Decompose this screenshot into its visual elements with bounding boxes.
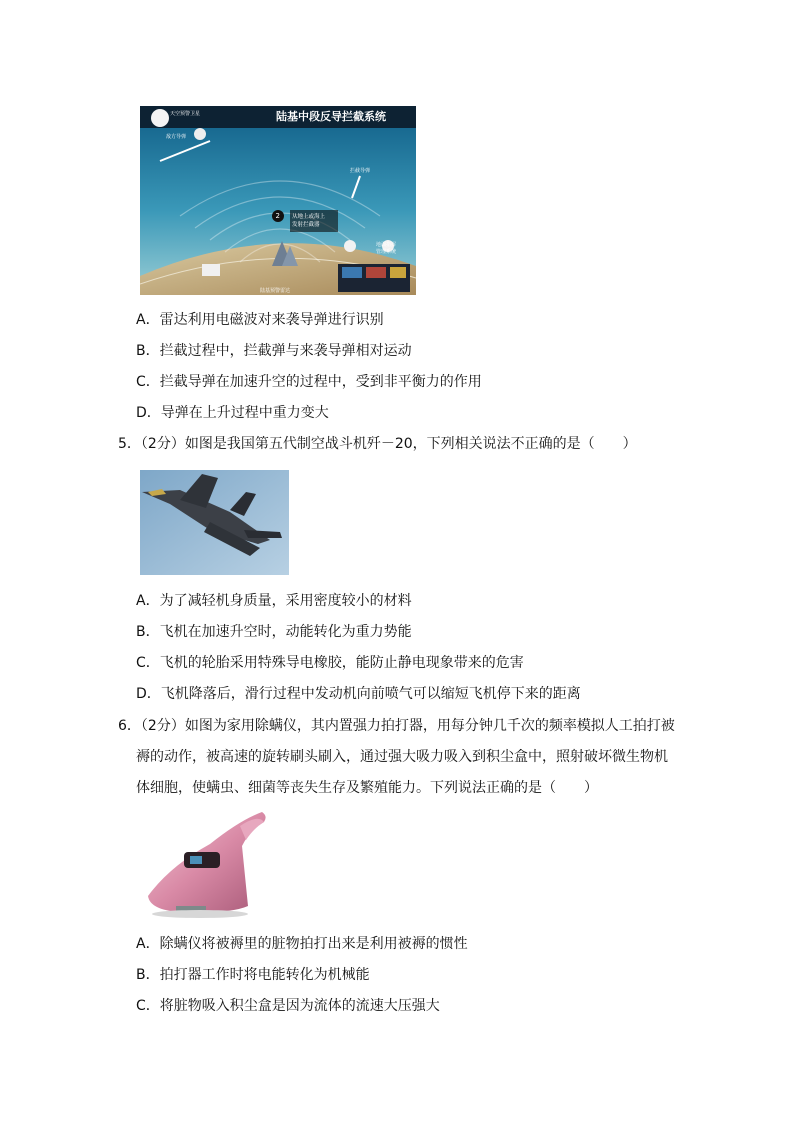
label-enemy-missile: 敌方导弹 bbox=[166, 134, 187, 140]
label-step-number: 2 bbox=[275, 212, 280, 220]
q4-option-d: D．导弹在上升过程中重力变大 bbox=[136, 405, 329, 421]
q5-stem: 5．（2分）如图是我国第五代制空战斗机歼－20，下列相关说法不正确的是（ ） bbox=[118, 436, 637, 452]
q6-option-c: C．将脏物吸入积尘盒是因为流体的流速大压强大 bbox=[136, 998, 440, 1014]
label-ground-command-1: 地面指挥 bbox=[376, 242, 397, 248]
mite-remover-image bbox=[140, 806, 270, 922]
q4-option-b: B．拦截过程中，拦截弹与来袭导弹相对运动 bbox=[136, 343, 412, 359]
label-ground-command-2: 管理系统 bbox=[376, 249, 397, 255]
missile-defense-image bbox=[140, 106, 416, 295]
q5-option-c: C．飞机的轮胎采用特殊导电橡胶，能防止静电现象带来的危害 bbox=[136, 655, 524, 671]
q5-option-d: D．飞机降落后，滑行过程中发动机向前喷气可以缩短飞机停下来的距离 bbox=[136, 686, 581, 702]
q4-option-c: C．拦截导弹在加速升空的过程中，受到非平衡力的作用 bbox=[136, 374, 482, 390]
fighter-jet-image bbox=[140, 470, 289, 575]
label-step-line1: 从地上或海上 bbox=[292, 214, 326, 220]
label-interceptor: 拦截导弹 bbox=[350, 168, 371, 174]
label-ground-radar: 陆基预警雷达 bbox=[260, 288, 291, 294]
q4-option-a: A．雷达利用电磁波对来袭导弹进行识别 bbox=[136, 312, 384, 328]
label-step-line2: 发射拦截器 bbox=[292, 222, 320, 228]
q6-stem-line1: 6．（2分）如图为家用除螨仪，其内置强力拍打器，用每分钟几千次的频率模拟人工拍打被 bbox=[118, 718, 675, 734]
label-satellite: 天空预警卫星 bbox=[170, 111, 201, 117]
q5-option-b: B．飞机在加速升空时，动能转化为重力势能 bbox=[136, 624, 412, 640]
image-title: 陆基中段反导拦截系统 bbox=[276, 110, 386, 123]
q6-stem-line2: 褥的动作，被高速的旋转刷头刷入，通过强大吸力吸入到积尘盒中，照射破坏微生物机 bbox=[136, 749, 668, 765]
q6-option-a: A．除螨仪将被褥里的脏物拍打出来是利用被褥的惯性 bbox=[136, 936, 468, 952]
q6-option-b: B．拍打器工作时将电能转化为机械能 bbox=[136, 967, 370, 983]
q5-option-a: A．为了减轻机身质量，采用密度较小的材料 bbox=[136, 593, 412, 609]
q6-stem-line3: 体细胞，使螨虫、细菌等丧失生存及繁殖能力。下列说法正确的是（ ） bbox=[136, 780, 598, 796]
